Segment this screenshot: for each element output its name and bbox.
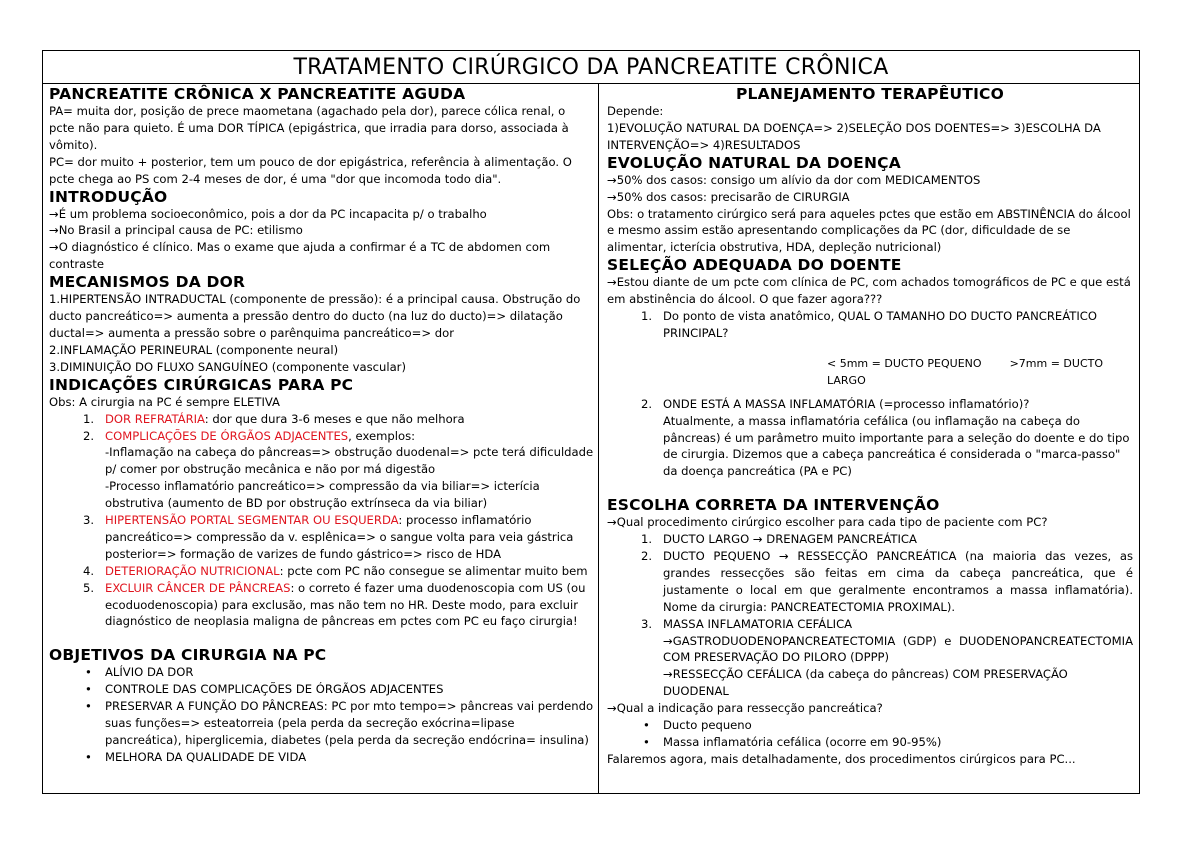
list-item: • PRESERVAR A FUNÇÃO DO PÂNCREAS: PC por mto tempo=> pâncreas vai perdendo suas funções=> esteatorreia (pela perda da secreção exócrina=lipase pancreática), hiperglicemia, diabetes (pela perda da secreção endócrina= insulina)	[85, 699, 594, 747]
bullet-icon: •	[85, 749, 92, 764]
indicacao-list	[607, 717, 1133, 751]
objetivos-list	[49, 664, 594, 765]
list-item: 5. EXCLUIR CÂNCER DE PÂNCREAS: o correto é fazer uma duodenoscopia com US (ou ecoduodenoscopia) para exclusão, mas não tem no HR. Deste modo, para excluir diagnóstico de neoplasia maligna de pâncreas em pctes com PC eu faço cirurgia!	[83, 580, 586, 629]
heading-planejamento: PLANEJAMENTO TERAPÊUTICO	[735, 85, 1004, 103]
right-column	[599, 84, 1139, 793]
sel-2-text: Atualmente, a massa inflamatória cefálica (ou inflamação na cabeça do pâncreas) é um parâmetro muito importante para a seleção do doente e do tipo de cirurgia. Dizemos que a cabeça pancreática é considerada o "marca-passo" da doença pancreática (PA e PC)	[663, 413, 1130, 479]
escolha-list	[607, 531, 1133, 700]
mec-line-3: 3.DIMINUIÇÃO DO FLUXO SANGUÍNEO (componente vascular)	[49, 359, 406, 374]
document-sheet	[42, 50, 1140, 794]
bullet-icon: •	[643, 718, 650, 733]
evo-line-1: →50% dos casos: consigo um alívio da dor com MEDICAMENTOS	[607, 172, 981, 187]
sub-item: →RESSECÇÃO CEFÁLICA (da cabeça do pâncreas) COM PRESERVAÇÃO DUODENAL	[663, 667, 1068, 699]
bullet-icon: •	[85, 682, 92, 697]
page-title: TRATAMENTO CIRÚRGICO DA PANCREATITE CRÔNICA	[43, 51, 1139, 84]
intro-line-2: →No Brasil a principal causa de PC: etilismo	[49, 223, 303, 238]
pc-text-1: PA= muita dor, posição de prece maometana (agachado pela dor), parece cólica renal, o pcte não para quieto. É uma DOR TÍPICA (epigástrica, que irradia para dorso, associada à vômito).	[49, 104, 569, 152]
plan-line-1: Depende:	[607, 104, 664, 118]
list-item: 1. DOR REFRATÁRIA: dor que dura 3-6 meses e que não melhora	[83, 411, 465, 426]
list-item: 1. DUCTO LARGO → DRENAGEM PANCREÁTICA	[641, 532, 917, 547]
selecao-list-1	[607, 308, 1133, 342]
esc-question-2: →Qual a indicação para ressecção pancreática?	[607, 701, 883, 716]
list-item: 1. Do ponto de vista anatômico, QUAL O TAMANHO DO DUCTO PANCREÁTICO PRINCIPAL?	[641, 309, 1097, 340]
sub-item: -Inflamação na cabeça do pâncreas=> obstrução duodenal=> pcte terá dificuldade p/ comer por obstrução mecânica e não por má digestão	[105, 445, 594, 477]
size-large: >7mm = DUCTO LARGO	[827, 356, 1103, 387]
red-term: HIPERTENSÃO PORTAL SEGMENTAR OU ESQUERDA	[105, 513, 399, 528]
mec-line-1: 1.HIPERTENSÃO INTRADUCTAL (componente de pressão): é a principal causa. Obstrução do ducto pancreático=> aumenta a pressão dentro do ducto (na luz do ducto)=> dilatação ductal=> aumenta a pressão sobre o parênquima pancreático=> dor	[49, 292, 581, 340]
evo-obs: Obs: o tratamento cirúrgico será para aqueles pctes que estão em ABSTINÊNCIA do álcool e mesmo assim estão apresentando complicações da PC (dor, dificuldade de se alimentar, icterícia obstrutiva, HDA, depleção nutricional)	[607, 206, 1131, 255]
list-item: 2. ONDE ESTÁ A MASSA INFLAMATÓRIA (=processo inflamatório)? Atualmente, a massa inflamatória cefálica (ou inflamação na cabeça do pâncreas) é um parâmetro muito importante para a seleção do doente e do tipo de cirurgia. Dizemos que a cabeça pancreática é considerada o "marca-passo" da doença pancreática (PA e PC)	[607, 396, 1133, 481]
sub-item: -Processo inflamatório pancreático=> compressão da via biliar=> icterícia obstrutiva (aumento de BD por obstrução extrínseca da via biliar)	[105, 479, 540, 511]
red-term: DOR REFRATÁRIA	[105, 411, 205, 426]
size-small: < 5mm = DUCTO PEQUENO	[827, 356, 982, 370]
bullet-icon: •	[85, 699, 92, 714]
list-item: • CONTROLE DAS COMPLICAÇÕES DE ÓRGÃOS ADJACENTES	[85, 682, 444, 697]
heading-pc-x-pa: PANCREATITE CRÔNICA X PANCREATITE AGUDA	[49, 85, 466, 103]
heading-evolucao: EVOLUÇÃO NATURAL DA DOENÇA	[607, 153, 901, 172]
list-item: • MELHORA DA QUALIDADE DE VIDA	[85, 749, 307, 764]
intro-line-1: →É um problema socioeconômico, pois a dor da PC incapacita p/ o trabalho	[49, 206, 487, 221]
heading-mecanismos: MECANISMOS DA DOR	[49, 273, 246, 292]
list-item: • ALÍVIO DA DOR	[85, 665, 194, 680]
heading-introducao: INTRODUÇÃO	[49, 187, 168, 206]
list-item: 2. DUCTO PEQUENO → RESSECÇÃO PANCREÁTICA (na maioria das vezes, as grandes ressecções são feitas em cima da cabeça pancreática, que é justamente o local em que geralmente encontramos a massa inflamatória). Nome da cirurgia: PANCREATECTOMIA PROXIMAL).	[641, 549, 1133, 614]
left-column	[43, 84, 599, 793]
bullet-icon: •	[85, 665, 92, 680]
bullet-icon: •	[643, 735, 650, 749]
sub-item: →GASTRODUODENOPANCREATECTOMIA (GDP) e DUODENOPANCREATECTOMIA COM PRESERVAÇÃO DO PILORO (DPPP)	[663, 633, 1133, 665]
selecao-list-2	[607, 396, 1133, 481]
heading-indicacoes: INDICAÇÕES CIRÚRGICAS PARA PC	[49, 375, 354, 394]
heading-selecao: SELEÇÃO ADEQUADA DO DOENTE	[607, 256, 902, 275]
red-term: DETERIORAÇÃO NUTRICIONAL	[105, 563, 280, 578]
list-item: 3. MASSA INFLAMATORIA CEFÁLICA →GASTRODUODENOPANCREATECTOMIA (GDP) e DUODENOPANCREATECTOMIA COM PRESERVAÇÃO DO PILORO (DPPP) →RESSECÇÃO CEFÁLICA (da cabeça do pâncreas) COM PRESERVAÇÃO DUODENAL	[641, 616, 1133, 699]
list-item: 2. COMPLICAÇÕES DE ÓRGÃOS ADJACENTES, exemplos: -Inflamação na cabeça do pâncreas=> obstrução duodenal=> pcte terá dificuldade p/ comer por obstrução mecânica e não por má digestão -Processo inflamatório pancreático=> compressão da via biliar=> icterícia obstrutiva (aumento de BD por obstrução extrínseca da via biliar)	[83, 428, 594, 511]
intro-line-3: →O diagnóstico é clínico. Mas o exame que ajuda a confirmar é a TC de abdomen com contraste	[49, 240, 551, 272]
list-item: 3. HIPERTENSÃO PORTAL SEGMENTAR OU ESQUERDA: processo inflamatório pancreático=> compressão da v. esplênica=> o sangue volta para veia gástrica posterior=> formação de varizes de fundo gástrico=> risco de HDA	[83, 513, 574, 561]
sel-text: →Estou diante de um pcte com clínica de PC, com achados tomográficos de PC e que está em abstinência do álcool. O que fazer agora???	[607, 275, 1131, 307]
heading-escolha: ESCOLHA CORRETA DA INTERVENÇÃO	[607, 496, 940, 515]
heading-objetivos: OBJETIVOS DA CIRURGIA NA PC	[49, 646, 327, 665]
indicacoes-obs: Obs: A cirurgia na PC é sempre ELETIVA	[49, 394, 280, 409]
list-item: 4. DETERIORAÇÃO NUTRICIONAL: pcte com PC não consegue se alimentar muito bem	[83, 563, 588, 578]
mec-line-2: 2.INFLAMAÇÃO PERINEURAL (componente neural)	[49, 342, 339, 357]
evo-line-2: →50% dos casos: precisarão de CIRURGIA	[607, 189, 850, 204]
plan-line-2: 1)EVOLUÇÃO NATURAL DA DOENÇA=> 2)SELEÇÃO DOS DOENTES=> 3)ESCOLHA DA INTERVENÇÃO=> 4)RESULTADOS	[607, 120, 1101, 152]
pc-text-2: PC= dor muito + posterior, tem um pouco de dor epigástrica, referência à alimentação. O pcte chega ao PS com 2-4 meses de dor, é uma "dor que incomoda todo dia".	[49, 154, 572, 186]
duct-size-criteria	[607, 356, 1133, 390]
esc-question: →Qual procedimento cirúrgico escolher para cada tipo de paciente com PC?	[607, 515, 1048, 530]
red-term: EXCLUIR CÂNCER DE PÂNCREAS	[105, 580, 291, 595]
list-item: • Massa inflamatória cefálica (ocorre em 90-95%)	[643, 735, 942, 749]
list-item: • Ducto pequeno	[643, 718, 752, 733]
indicacoes-list	[49, 411, 594, 631]
red-term: COMPLICAÇÕES DE ÓRGÃOS ADJACENTES	[105, 428, 349, 443]
closing-line: Falaremos agora, mais detalhadamente, dos procedimentos cirúrgicos para PC...	[607, 751, 1076, 766]
